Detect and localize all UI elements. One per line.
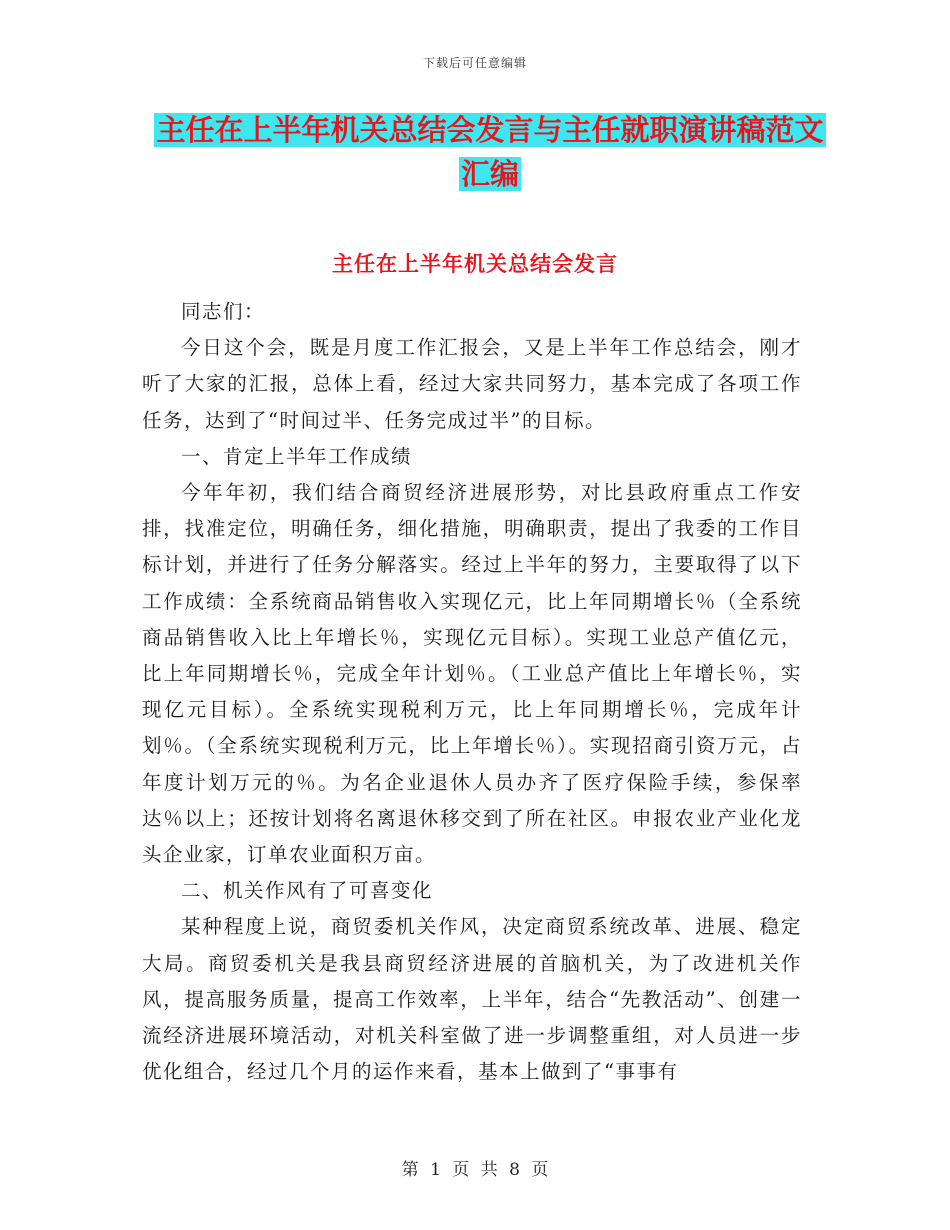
- paragraph: 今日这个会，既是月度工作汇报会，又是上半年工作总结会，刚才听了大家的汇报，总体上看，经过大家共同努力，基本完成了各项工作任务，达到了“时间过半、任务完成过半”的目标。: [142, 336, 802, 432]
- document-title-line1: 主任在上半年机关总结会发言与主任就职演讲稿范文: [156, 113, 824, 147]
- paragraph-greeting: 同志们：: [181, 300, 266, 323]
- document-title-line2: 汇编: [460, 157, 519, 191]
- section-title: 主任在上半年机关总结会发言: [332, 251, 618, 276]
- paragraph: 某种程度上说，商贸委机关作风，决定商贸系统改革、进展、稳定大局。商贸委机关是我县商贸经济进展的首脑机关，为了改进机关作风，提高服务质量，提高工作效率，上半年，结合“先教活动”、创建一流经济进展环境活动，对机关科室做了进一步调整重组，对人员进一步优化组合，经过几个月的运作来看，基本上做到了“事事有: [142, 915, 802, 1084]
- paragraph: 今年年初，我们结合商贸经济进展形势，对比县政府重点工作安排，找准定位，明确任务，细化措施，明确职责，提出了我委的工作目标计划，并进行了任务分解落实。经过上半年的努力，主要取得了以下工作成绩：全系统商品销售收入实现亿元，比上年同期增长％（全系统商品销售收入比上年增长％，实现亿元目标）。实现工业总产值亿元，比上年同期增长％，完成全年计划％。（工业总产值比上年增长％，实现亿元目标）。全系统实现税利万元，比上年同期增长％，完成年计划％。（全系统实现税利万元，比上年增长％）。实现招商引资万元，占年度计划万元的％。为名企业退休人员办齐了医疗保险手续，参保率达％以上；还按计划将名离退休移交到了所在社区。申报农业产业化龙头企业家，订单农业面积万亩。: [142, 481, 802, 867]
- paragraph-heading: 一、肯定上半年工作成绩: [181, 444, 413, 468]
- page-header-note: 下载后可任意编辑: [422, 56, 527, 70]
- document-title: [150, 108, 830, 196]
- page-number: 第 1 页 共 8 页: [401, 1160, 549, 1180]
- document-body: [142, 294, 802, 1090]
- paragraph-heading: 二、机关作风有了可喜变化: [181, 879, 434, 903]
